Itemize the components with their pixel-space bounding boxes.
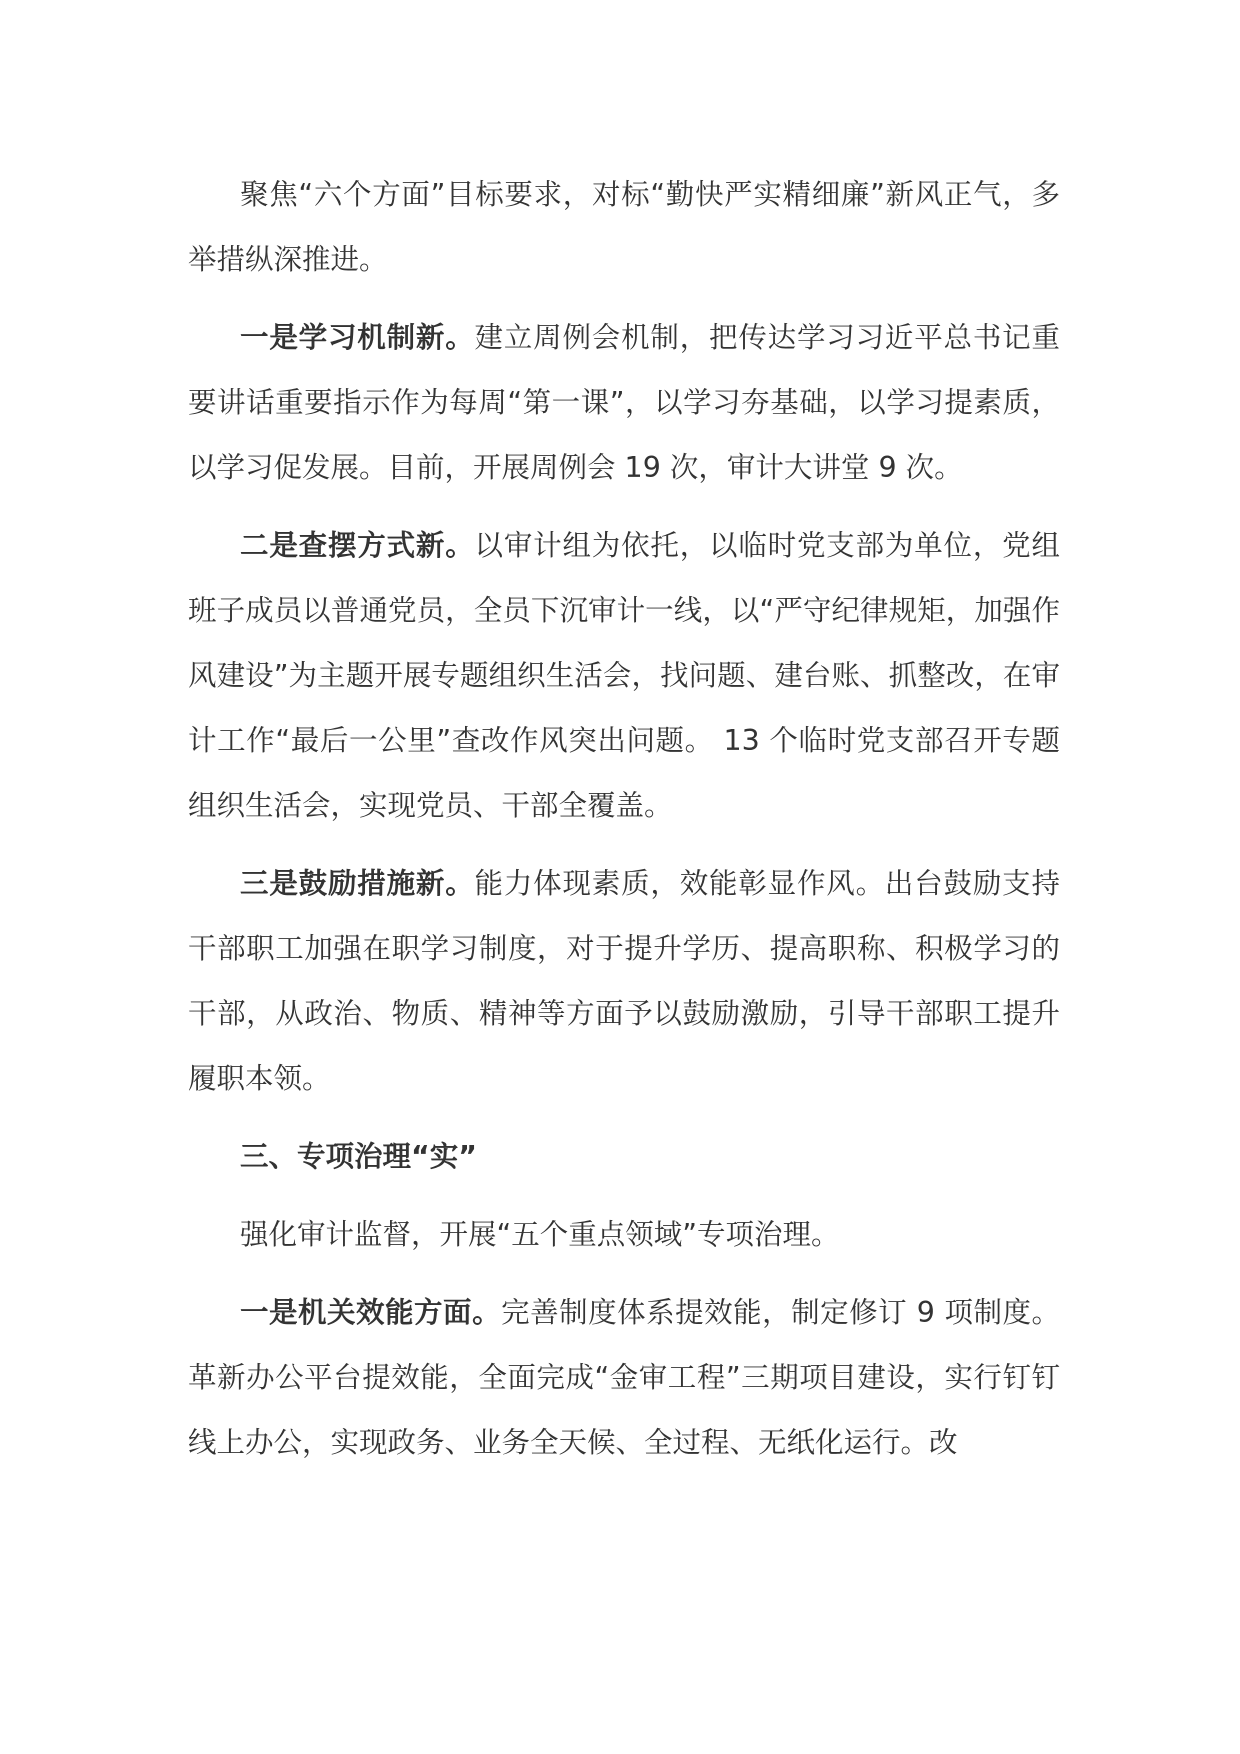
paragraph-text: 能力体现素质，效能彰显作风。出台鼓励支持干部职工加强在职学习制度，对于提升学历、提高职称、积极学习的干部，从政治、物质、精神等方面予以鼓励激励，引导干部职工提升履职本领。 xyxy=(188,867,1060,1095)
paragraph-lead: 三是鼓励措施新。 xyxy=(240,867,475,900)
paragraph-lead: 一是机关效能方面。 xyxy=(240,1296,502,1329)
paragraph-text: 完善制度体系提效能，制定修订 9 项制度。革新办公平台提效能，全面完成“金审工程”三期项目建设，实行钉钉线上办公，实现政务、业务全天候、全过程、无纸化运行。改 xyxy=(188,1296,1060,1459)
paragraph-encouragement-measures xyxy=(188,851,1060,1111)
paragraph-text: 以审计组为依托，以临时党支部为单位，党组班子成员以普通党员，全员下沉审计一线，以“严守纪律规矩，加强作风建设”为主题开展专题组织生活会，找问题、建台账、抓整改，在审计工作“最后一公里”查改作风突出问题。 13 个临时党支部召开专题组织生活会，实现党员、干部全覆盖。 xyxy=(188,529,1060,822)
intro-paragraph xyxy=(188,162,1060,292)
paragraph-inspection-method xyxy=(188,513,1060,838)
section-intro: 强化审计监督，开展“五个重点领域”专项治理。 xyxy=(240,1218,840,1251)
paragraph-lead: 二是查摆方式新。 xyxy=(240,529,475,562)
document-body xyxy=(188,162,1060,1488)
intro-text: 聚焦“六个方面”目标要求，对标“勤快严实精细廉”新风正气，多举措纵深推进。 xyxy=(188,178,1060,276)
paragraph-text: 建立周例会机制，把传达学习习近平总书记重要讲话重要指示作为每周“第一课”，以学习夯基础，以学习提素质，以学习促发展。目前，开展周例会 19 次，审计大讲堂 9 次。 xyxy=(188,321,1060,484)
paragraph-lead: 一是学习机制新。 xyxy=(240,321,475,354)
paragraph-learning-mechanism xyxy=(188,305,1060,500)
section-heading: 三、专项治理“实” xyxy=(240,1140,477,1173)
paragraph-agency-efficiency xyxy=(188,1280,1060,1475)
